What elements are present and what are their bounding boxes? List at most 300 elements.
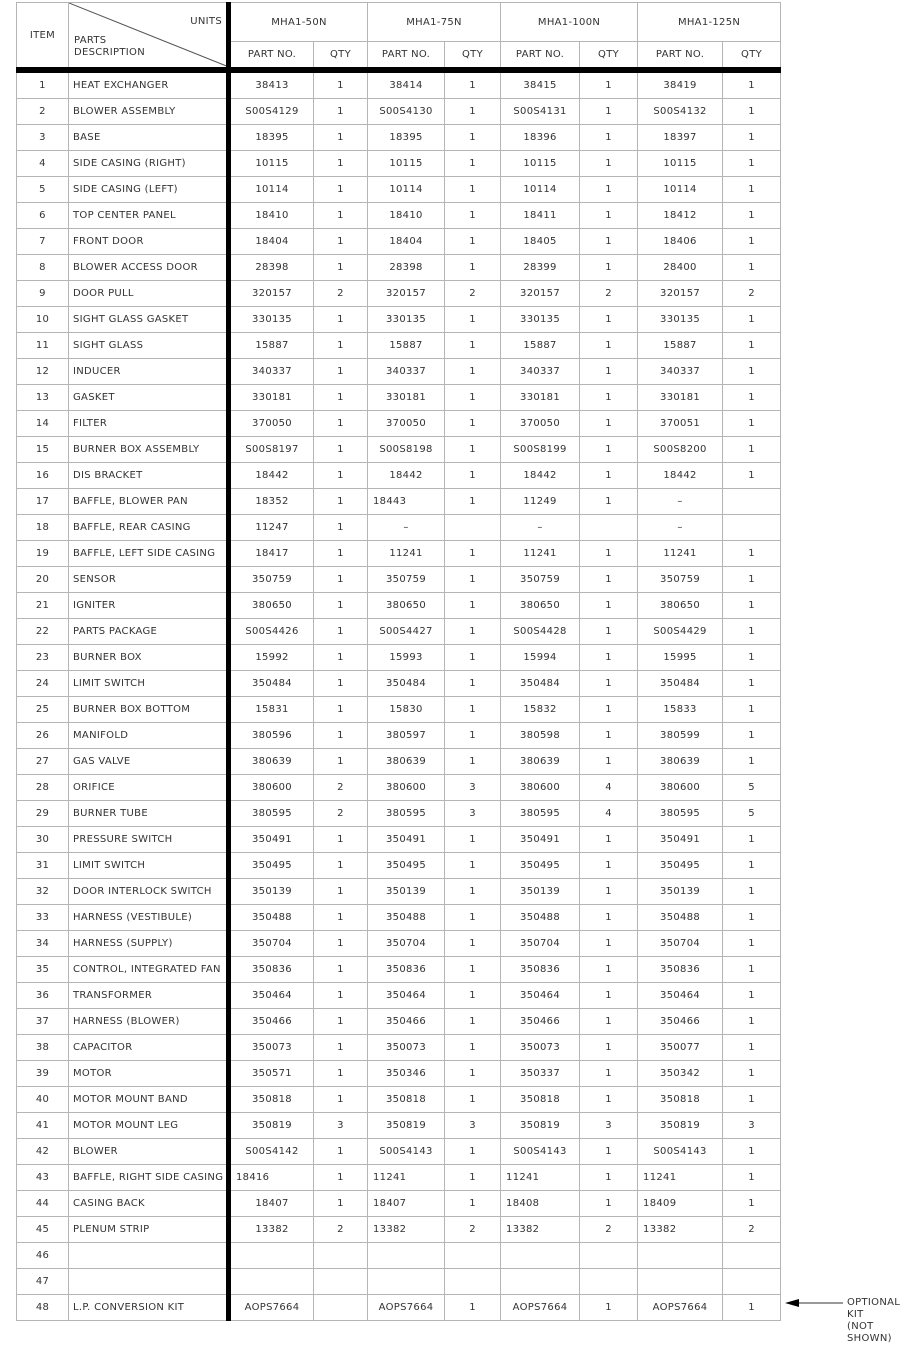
part-number-cell: 11241 [368, 541, 445, 567]
part-no-header: PART NO. [501, 42, 580, 71]
part-number-cell: 15830 [368, 697, 445, 723]
qty-cell: 1 [314, 203, 368, 229]
part-number-cell: 13382 [638, 1217, 723, 1243]
model-header-125n: MHA1-125N [638, 3, 781, 42]
part-description: IGNITER [69, 593, 229, 619]
table-row [17, 1217, 781, 1243]
item-number: 18 [17, 515, 69, 541]
qty-cell: 1 [580, 1061, 638, 1087]
part-number-cell: S00S4131 [501, 99, 580, 125]
table-row [17, 281, 781, 307]
qty-header: QTY [723, 42, 781, 71]
qty-cell: 1 [445, 1061, 501, 1087]
qty-cell: 1 [314, 1009, 368, 1035]
part-number-cell: 330181 [229, 385, 314, 411]
qty-cell: 1 [445, 593, 501, 619]
qty-cell: 1 [445, 463, 501, 489]
part-number-cell: 350464 [368, 983, 445, 1009]
part-number-cell: 320157 [368, 281, 445, 307]
qty-cell: 1 [314, 229, 368, 255]
table-row [17, 255, 781, 281]
table-row [17, 593, 781, 619]
part-number-cell: S00S8199 [501, 437, 580, 463]
qty-cell: 1 [445, 853, 501, 879]
part-description: BAFFLE, RIGHT SIDE CASING [69, 1165, 229, 1191]
part-number-cell: 10115 [368, 151, 445, 177]
table-row [17, 307, 781, 333]
qty-cell: 5 [723, 801, 781, 827]
part-number-cell: 18395 [368, 125, 445, 151]
qty-cell [723, 1243, 781, 1269]
part-number-cell: 380639 [368, 749, 445, 775]
part-number-cell: AOPS7664 [501, 1295, 580, 1321]
part-number-cell: 380597 [368, 723, 445, 749]
item-number: 14 [17, 411, 69, 437]
part-number-cell: 18442 [501, 463, 580, 489]
item-number: 8 [17, 255, 69, 281]
part-description: BAFFLE, BLOWER PAN [69, 489, 229, 515]
table-row [17, 1139, 781, 1165]
part-number-cell: S00S4130 [368, 99, 445, 125]
item-number: 3 [17, 125, 69, 151]
qty-cell: 1 [445, 385, 501, 411]
part-number-cell: 380639 [501, 749, 580, 775]
part-number-cell: AOPS7664 [229, 1295, 314, 1321]
table-row [17, 489, 781, 515]
part-number-cell: 15995 [638, 645, 723, 671]
part-description: MOTOR [69, 1061, 229, 1087]
part-number-cell [368, 1269, 445, 1295]
part-number-cell: AOPS7664 [368, 1295, 445, 1321]
part-description: INDUCER [69, 359, 229, 385]
part-number-cell: 18352 [229, 489, 314, 515]
part-number-cell: 350488 [501, 905, 580, 931]
qty-cell: 1 [445, 749, 501, 775]
item-number: 35 [17, 957, 69, 983]
part-number-cell: 350491 [368, 827, 445, 853]
qty-cell [723, 515, 781, 541]
qty-cell: 1 [445, 645, 501, 671]
table-row [17, 697, 781, 723]
qty-cell: 1 [580, 879, 638, 905]
part-number-cell: 380595 [368, 801, 445, 827]
part-number-cell: 11241 [638, 541, 723, 567]
part-description: SIGHT GLASS [69, 333, 229, 359]
part-number-cell: 28398 [229, 255, 314, 281]
qty-cell: 1 [445, 827, 501, 853]
part-number-cell: 350464 [638, 983, 723, 1009]
part-number-cell: 11241 [638, 1165, 723, 1191]
qty-cell: 1 [314, 125, 368, 151]
part-number-cell: 380600 [229, 775, 314, 801]
part-description: L.P. CONVERSION KIT [69, 1295, 229, 1321]
qty-cell: 1 [314, 905, 368, 931]
part-number-cell: 15831 [229, 697, 314, 723]
qty-cell: 2 [445, 281, 501, 307]
qty-cell: 1 [314, 931, 368, 957]
qty-cell [314, 1295, 368, 1321]
part-description [69, 1269, 229, 1295]
part-number-cell: 18410 [229, 203, 314, 229]
part-number-cell: 350484 [501, 671, 580, 697]
qty-cell: 1 [314, 879, 368, 905]
part-number-cell: 350704 [368, 931, 445, 957]
item-number: 1 [17, 70, 69, 99]
part-description: DOOR INTERLOCK SWITCH [69, 879, 229, 905]
table-row [17, 203, 781, 229]
part-number-cell: 18407 [229, 1191, 314, 1217]
qty-cell: 4 [580, 801, 638, 827]
table-row [17, 437, 781, 463]
item-number: 22 [17, 619, 69, 645]
qty-cell: 1 [580, 177, 638, 203]
qty-cell: 2 [314, 801, 368, 827]
qty-cell: 1 [314, 463, 368, 489]
item-number: 2 [17, 99, 69, 125]
qty-header: QTY [445, 42, 501, 71]
part-description: GASKET [69, 385, 229, 411]
qty-cell: 1 [314, 307, 368, 333]
qty-cell: 3 [723, 1113, 781, 1139]
part-description: BAFFLE, LEFT SIDE CASING [69, 541, 229, 567]
part-number-cell: 18405 [501, 229, 580, 255]
part-number-cell: 350571 [229, 1061, 314, 1087]
part-number-cell: 18404 [229, 229, 314, 255]
part-description: SENSOR [69, 567, 229, 593]
part-number-cell: 350139 [501, 879, 580, 905]
part-number-cell: 350488 [638, 905, 723, 931]
qty-cell: 1 [445, 1035, 501, 1061]
optional-kit-callout [785, 1294, 919, 1344]
item-number: 7 [17, 229, 69, 255]
part-number-cell: 18406 [638, 229, 723, 255]
table-row [17, 801, 781, 827]
part-description: LIMIT SWITCH [69, 671, 229, 697]
item-number: 39 [17, 1061, 69, 1087]
qty-cell: 1 [445, 1191, 501, 1217]
table-row [17, 1295, 781, 1321]
part-description: FILTER [69, 411, 229, 437]
qty-cell: 1 [445, 229, 501, 255]
qty-cell: 1 [314, 671, 368, 697]
table-row [17, 1243, 781, 1269]
qty-cell: 1 [445, 411, 501, 437]
part-number-cell: AOPS7664 [638, 1295, 723, 1321]
part-description: ORIFICE [69, 775, 229, 801]
part-number-cell: 10115 [638, 151, 723, 177]
part-description: SIDE CASING (RIGHT) [69, 151, 229, 177]
qty-cell: 1 [580, 619, 638, 645]
parts-table-body [17, 70, 781, 1321]
part-number-cell: 350818 [501, 1087, 580, 1113]
table-row [17, 905, 781, 931]
part-description: DIS BRACKET [69, 463, 229, 489]
qty-cell: 1 [445, 1139, 501, 1165]
qty-cell: 1 [580, 307, 638, 333]
part-description: LIMIT SWITCH [69, 853, 229, 879]
qty-cell: 1 [445, 1295, 501, 1321]
description-label: DESCRIPTION [74, 47, 145, 58]
model-header-75n: MHA1-75N [368, 3, 501, 42]
part-number-cell: 380639 [638, 749, 723, 775]
item-number: 4 [17, 151, 69, 177]
part-number-cell: S00S4427 [368, 619, 445, 645]
item-number: 44 [17, 1191, 69, 1217]
part-description: PLENUM STRIP [69, 1217, 229, 1243]
table-row [17, 125, 781, 151]
qty-cell: 1 [723, 333, 781, 359]
units-label: UNITS [190, 16, 222, 27]
qty-cell: 1 [723, 125, 781, 151]
part-number-cell: 350818 [638, 1087, 723, 1113]
qty-cell: 1 [445, 203, 501, 229]
part-number-cell: 13382 [501, 1217, 580, 1243]
table-row [17, 827, 781, 853]
part-number-cell: 11241 [368, 1165, 445, 1191]
part-number-cell: S00S8197 [229, 437, 314, 463]
qty-cell: 1 [723, 1295, 781, 1321]
qty-cell: 1 [580, 1009, 638, 1035]
part-number-cell [229, 1269, 314, 1295]
qty-cell: 1 [445, 697, 501, 723]
qty-cell: 1 [723, 255, 781, 281]
part-number-cell: 350819 [638, 1113, 723, 1139]
part-description: SIGHT GLASS GASKET [69, 307, 229, 333]
qty-cell: 1 [723, 359, 781, 385]
part-number-cell: 350759 [638, 567, 723, 593]
part-description: CASING BACK [69, 1191, 229, 1217]
item-number: 48 [17, 1295, 69, 1321]
part-number-cell: 380639 [229, 749, 314, 775]
part-number-cell: 18407 [368, 1191, 445, 1217]
qty-cell: 1 [314, 1061, 368, 1087]
item-number: 36 [17, 983, 69, 1009]
part-number-cell: 380650 [229, 593, 314, 619]
part-number-cell: 18442 [229, 463, 314, 489]
part-number-cell: 350484 [368, 671, 445, 697]
qty-header: QTY [314, 42, 368, 71]
item-number: 40 [17, 1087, 69, 1113]
qty-cell [314, 1243, 368, 1269]
qty-cell: 1 [580, 411, 638, 437]
optional-kit-text [847, 1297, 919, 1345]
qty-cell: 1 [723, 723, 781, 749]
table-row [17, 567, 781, 593]
part-number-cell: 15887 [368, 333, 445, 359]
part-number-cell: 11249 [501, 489, 580, 515]
table-row [17, 70, 781, 99]
part-number-cell: 370051 [638, 411, 723, 437]
qty-cell: 1 [314, 1139, 368, 1165]
item-column-header: ITEM [17, 3, 69, 71]
part-number-cell: 320157 [229, 281, 314, 307]
qty-cell [723, 489, 781, 515]
table-row [17, 957, 781, 983]
qty-cell: 1 [314, 541, 368, 567]
qty-cell [723, 1269, 781, 1295]
qty-cell: 1 [723, 749, 781, 775]
qty-cell: 1 [445, 333, 501, 359]
part-number-cell: 380600 [501, 775, 580, 801]
part-number-cell: 38419 [638, 70, 723, 99]
table-row [17, 229, 781, 255]
part-number-cell: 350464 [501, 983, 580, 1009]
item-number: 30 [17, 827, 69, 853]
qty-cell: 1 [445, 99, 501, 125]
part-number-cell: 18416 [229, 1165, 314, 1191]
qty-cell: 1 [580, 723, 638, 749]
qty-cell: 1 [445, 723, 501, 749]
qty-cell: 1 [580, 1035, 638, 1061]
part-description: BURNER BOX ASSEMBLY [69, 437, 229, 463]
part-number-cell: 350495 [501, 853, 580, 879]
part-description: MANIFOLD [69, 723, 229, 749]
table-row [17, 853, 781, 879]
qty-cell: 3 [445, 775, 501, 801]
table-row [17, 723, 781, 749]
qty-cell: 1 [445, 671, 501, 697]
table-row [17, 1061, 781, 1087]
qty-cell: 1 [314, 567, 368, 593]
part-number-cell: S00S4428 [501, 619, 580, 645]
part-number-cell: 350704 [229, 931, 314, 957]
qty-cell: 1 [723, 983, 781, 1009]
part-number-cell: 380600 [638, 775, 723, 801]
item-number: 13 [17, 385, 69, 411]
qty-cell: 1 [445, 255, 501, 281]
part-number-cell: 350759 [229, 567, 314, 593]
qty-cell: 1 [723, 827, 781, 853]
part-number-cell: S00S4429 [638, 619, 723, 645]
table-row [17, 1165, 781, 1191]
part-number-cell: 18417 [229, 541, 314, 567]
part-number-cell: 350488 [368, 905, 445, 931]
part-description: BURNER BOX BOTTOM [69, 697, 229, 723]
qty-cell: 1 [314, 1035, 368, 1061]
item-number: 41 [17, 1113, 69, 1139]
table-row [17, 1191, 781, 1217]
parts-list-sheet [16, 2, 780, 1321]
part-number-cell: 38415 [501, 70, 580, 99]
qty-cell: 1 [580, 437, 638, 463]
part-number-cell: 320157 [638, 281, 723, 307]
part-number-cell: 350836 [638, 957, 723, 983]
item-number: 42 [17, 1139, 69, 1165]
qty-cell: 1 [723, 567, 781, 593]
part-number-cell: 350466 [501, 1009, 580, 1035]
qty-cell: 1 [580, 853, 638, 879]
table-row [17, 515, 781, 541]
part-number-cell: 380650 [638, 593, 723, 619]
part-number-cell: 370050 [368, 411, 445, 437]
item-number: 27 [17, 749, 69, 775]
qty-cell: 5 [723, 775, 781, 801]
table-row [17, 541, 781, 567]
part-number-cell: 18443 [368, 489, 445, 515]
qty-cell: 1 [723, 151, 781, 177]
qty-cell: 1 [445, 619, 501, 645]
part-number-cell: 350077 [638, 1035, 723, 1061]
qty-cell: 2 [580, 281, 638, 307]
qty-cell: 1 [723, 1139, 781, 1165]
qty-cell: 1 [723, 229, 781, 255]
item-number: 46 [17, 1243, 69, 1269]
part-number-cell: 380599 [638, 723, 723, 749]
item-number: 12 [17, 359, 69, 385]
qty-cell [445, 1269, 501, 1295]
part-number-cell: 370050 [501, 411, 580, 437]
part-number-cell: 340337 [501, 359, 580, 385]
item-number: 10 [17, 307, 69, 333]
table-row [17, 1269, 781, 1295]
item-number: 11 [17, 333, 69, 359]
qty-cell: 3 [314, 1113, 368, 1139]
qty-cell: 1 [580, 827, 638, 853]
qty-cell [445, 1243, 501, 1269]
part-description [69, 1243, 229, 1269]
item-number: 9 [17, 281, 69, 307]
qty-cell: 1 [314, 645, 368, 671]
qty-cell: 1 [580, 983, 638, 1009]
qty-cell: 1 [580, 671, 638, 697]
part-number-cell: 350759 [368, 567, 445, 593]
qty-cell: 2 [723, 1217, 781, 1243]
qty-cell: 1 [723, 671, 781, 697]
item-number: 29 [17, 801, 69, 827]
part-number-cell: 350491 [638, 827, 723, 853]
qty-cell: 1 [723, 957, 781, 983]
qty-cell: 1 [314, 177, 368, 203]
item-number: 31 [17, 853, 69, 879]
part-number-cell: 380650 [368, 593, 445, 619]
qty-cell: 1 [445, 489, 501, 515]
table-row [17, 411, 781, 437]
qty-cell: 1 [445, 905, 501, 931]
part-number-cell: 320157 [501, 281, 580, 307]
qty-cell: 1 [314, 411, 368, 437]
qty-cell [580, 1243, 638, 1269]
qty-cell: 1 [314, 515, 368, 541]
part-number-cell: 15994 [501, 645, 580, 671]
part-number-cell: 13382 [368, 1217, 445, 1243]
part-number-cell: 350139 [638, 879, 723, 905]
table-row [17, 619, 781, 645]
part-number-cell: 330181 [368, 385, 445, 411]
qty-cell: 1 [580, 99, 638, 125]
item-number: 25 [17, 697, 69, 723]
item-number: 37 [17, 1009, 69, 1035]
qty-cell: 1 [723, 1061, 781, 1087]
table-row [17, 671, 781, 697]
parts-description-label [74, 35, 145, 59]
qty-cell: 1 [723, 70, 781, 99]
part-number-cell: 350466 [368, 1009, 445, 1035]
item-number: 28 [17, 775, 69, 801]
qty-cell: 1 [723, 177, 781, 203]
part-number-cell: 350073 [501, 1035, 580, 1061]
qty-cell: 1 [580, 931, 638, 957]
qty-cell: 1 [580, 645, 638, 671]
part-number-cell: 380596 [229, 723, 314, 749]
qty-cell: 1 [580, 749, 638, 775]
part-description: BURNER TUBE [69, 801, 229, 827]
item-number: 47 [17, 1269, 69, 1295]
part-number-cell: S00S4426 [229, 619, 314, 645]
optional-kit-line1: OPTIONAL KIT [847, 1297, 901, 1320]
part-number-cell [229, 1243, 314, 1269]
part-number-cell: 11241 [501, 541, 580, 567]
part-description: FRONT DOOR [69, 229, 229, 255]
